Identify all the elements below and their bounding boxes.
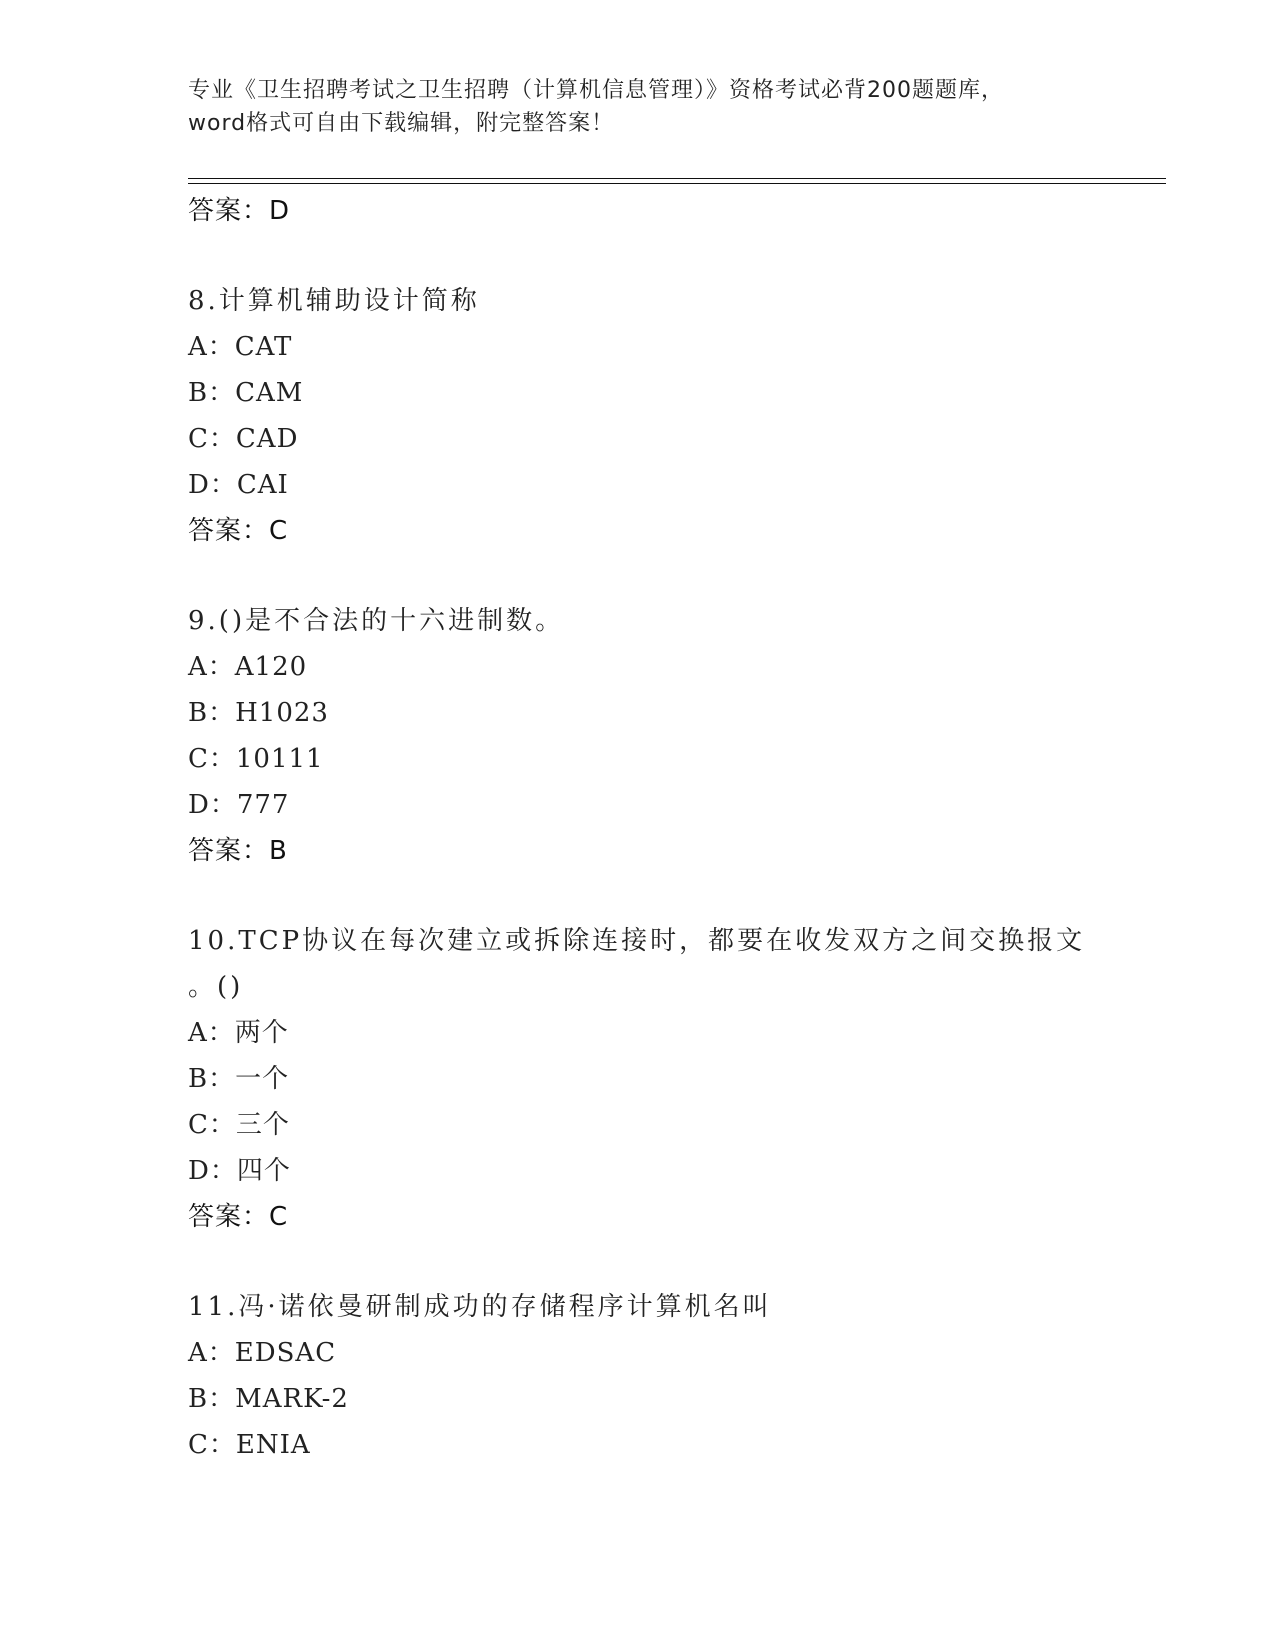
option-b: B：MARK-2 xyxy=(188,1384,349,1414)
option-b: B：一个 xyxy=(188,1064,290,1094)
header-line-1: 专业《卫生招聘考试之卫生招聘（计算机信息管理）》资格考试必背200题题库， xyxy=(188,78,1004,103)
question-10 xyxy=(188,918,1148,1010)
option-c: C：CAD xyxy=(188,424,299,454)
question-text-continued: 。() xyxy=(188,972,244,1002)
option-a: A：EDSAC xyxy=(188,1338,337,1368)
question-text: 8.计算机辅助设计简称 xyxy=(188,286,480,316)
answer-line: 答案：C xyxy=(188,1202,289,1232)
question-11 xyxy=(188,1284,1148,1330)
header-rule-top xyxy=(188,178,1166,179)
spacer xyxy=(188,1240,1148,1284)
answer-line: 答案：D xyxy=(188,196,291,226)
option-b: B：H1023 xyxy=(188,698,329,728)
question-list xyxy=(188,188,1148,1468)
question-text: 9.()是不合法的十六进制数。 xyxy=(188,606,565,636)
question-text: 11.冯·诺依曼研制成功的存储程序计算机名叫 xyxy=(188,1292,772,1322)
spacer xyxy=(188,554,1148,598)
question-8 xyxy=(188,278,1148,324)
answer-line: 答案：C xyxy=(188,516,289,546)
option-d: D：CAI xyxy=(188,470,289,500)
page-header xyxy=(188,74,1088,140)
spacer xyxy=(188,874,1148,918)
option-a: A：CAT xyxy=(188,332,293,362)
header-rule-bottom xyxy=(188,183,1166,184)
answer-line: 答案：B xyxy=(188,836,288,866)
option-b: B：CAM xyxy=(188,378,304,408)
option-a: A：两个 xyxy=(188,1018,289,1048)
question-9 xyxy=(188,598,1148,644)
option-c: C：10111 xyxy=(188,744,324,774)
option-c: C：ENIA xyxy=(188,1430,311,1460)
option-d: D：四个 xyxy=(188,1156,291,1186)
option-a: A：A120 xyxy=(188,652,308,682)
option-c: C：三个 xyxy=(188,1110,290,1140)
option-d: D：777 xyxy=(188,790,290,820)
header-line-2: word格式可自由下载编辑，附完整答案！ xyxy=(188,111,615,136)
spacer xyxy=(188,234,1148,278)
question-text: 10.TCP协议在每次建立或拆除连接时，都要在收发双方之间交换报文 xyxy=(188,926,1086,956)
